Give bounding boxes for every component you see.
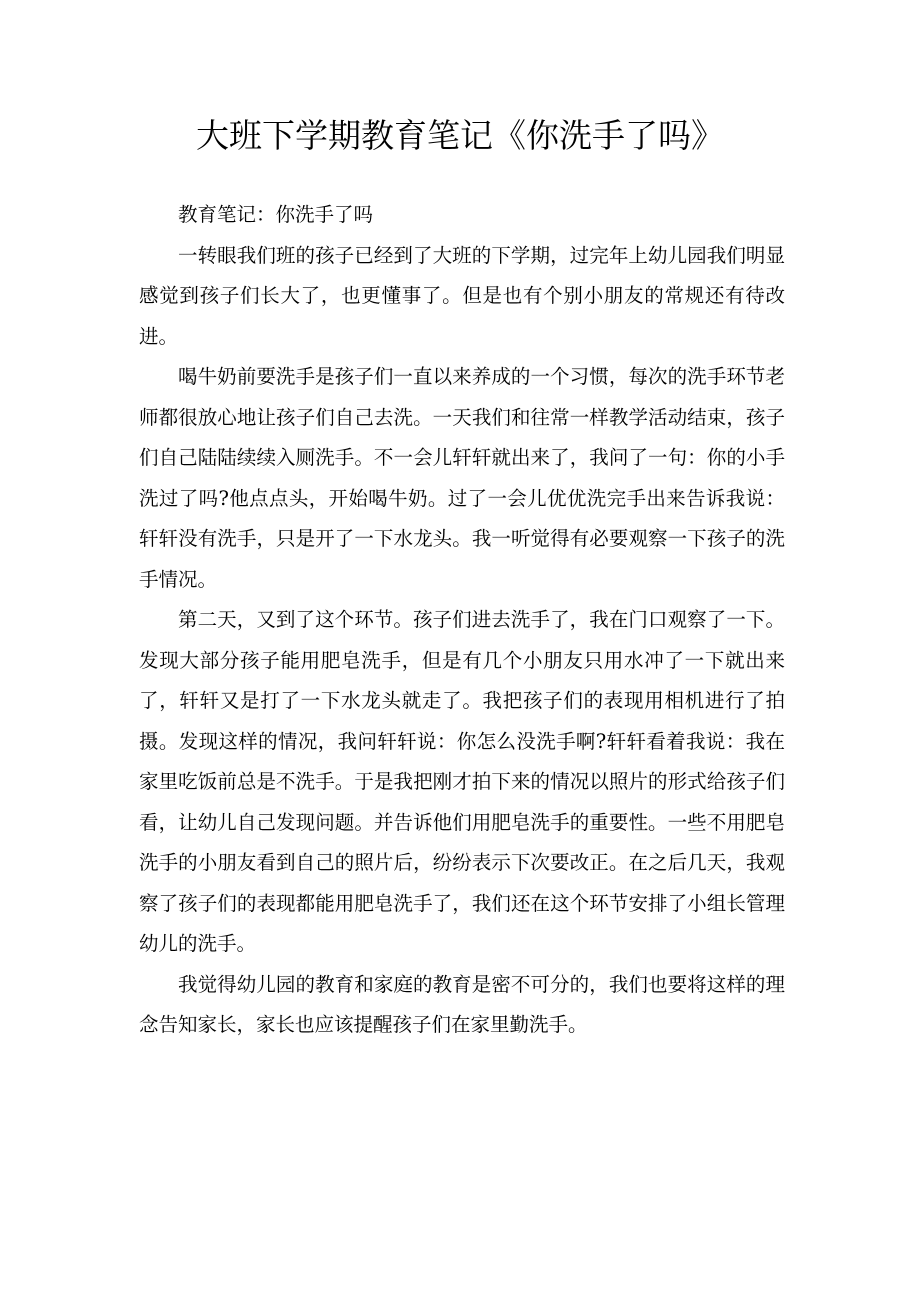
paragraph-next-day: 第二天，又到了这个环节。孩子们进去洗手了，我在门口观察了一下。发现大部分孩子能用肥皂洗手，但是有几个小朋友只用水冲了一下就出来了，轩轩又是打了一下水龙头就走了。我把孩子们的表现用相机进行了拍摄。发现这样的情况，我问轩轩说：你怎么没洗手啊?轩轩看着我说：我在家里吃饭前总是不洗手。于是我把刚才拍下来的情况以照片的形式给孩子们看，让幼儿自己发现问题。并告诉他们用肥皂洗手的重要性。一些不用肥皂洗手的小朋友看到自己的照片后，纷纷表示下次要改正。在之后几天，我观察了孩子们的表现都能用肥皂洗手了，我们还在这个环节安排了小组长管理幼儿的洗手。 (139, 608, 785, 955)
document-body (139, 195, 785, 1046)
paragraph-conclusion: 我觉得幼儿园的教育和家庭的教育是密不可分的，我们也要将这样的理念告知家长，家长也应该提醒孩子们在家里勤洗手。 (139, 972, 785, 1036)
document-title: 大班下学期教育笔记《你洗手了吗》 (196, 116, 724, 155)
paragraph-subtitle: 教育笔记：你洗手了吗 (178, 203, 374, 226)
paragraph-intro: 一转眼我们班的孩子已经到了大班的下学期，过完年上幼儿园我们明显感觉到孩子们长大了，也更懂事了。但是也有个别小朋友的常规还有待改进。 (139, 243, 785, 348)
paragraph-observation: 喝牛奶前要洗手是孩子们一直以来养成的一个习惯，每次的洗手环节老师都很放心地让孩子们自己去洗。一天我们和往常一样教学活动结束，孩子们自己陆陆续续入厕洗手。不一会儿轩轩就出来了，我问了一句：你的小手洗过了吗?他点点头，开始喝牛奶。过了一会儿优优洗完手出来告诉我说：轩轩没有洗手，只是开了一下水龙头。我一听觉得有必要观察一下孩子的洗手情况。 (139, 365, 785, 591)
